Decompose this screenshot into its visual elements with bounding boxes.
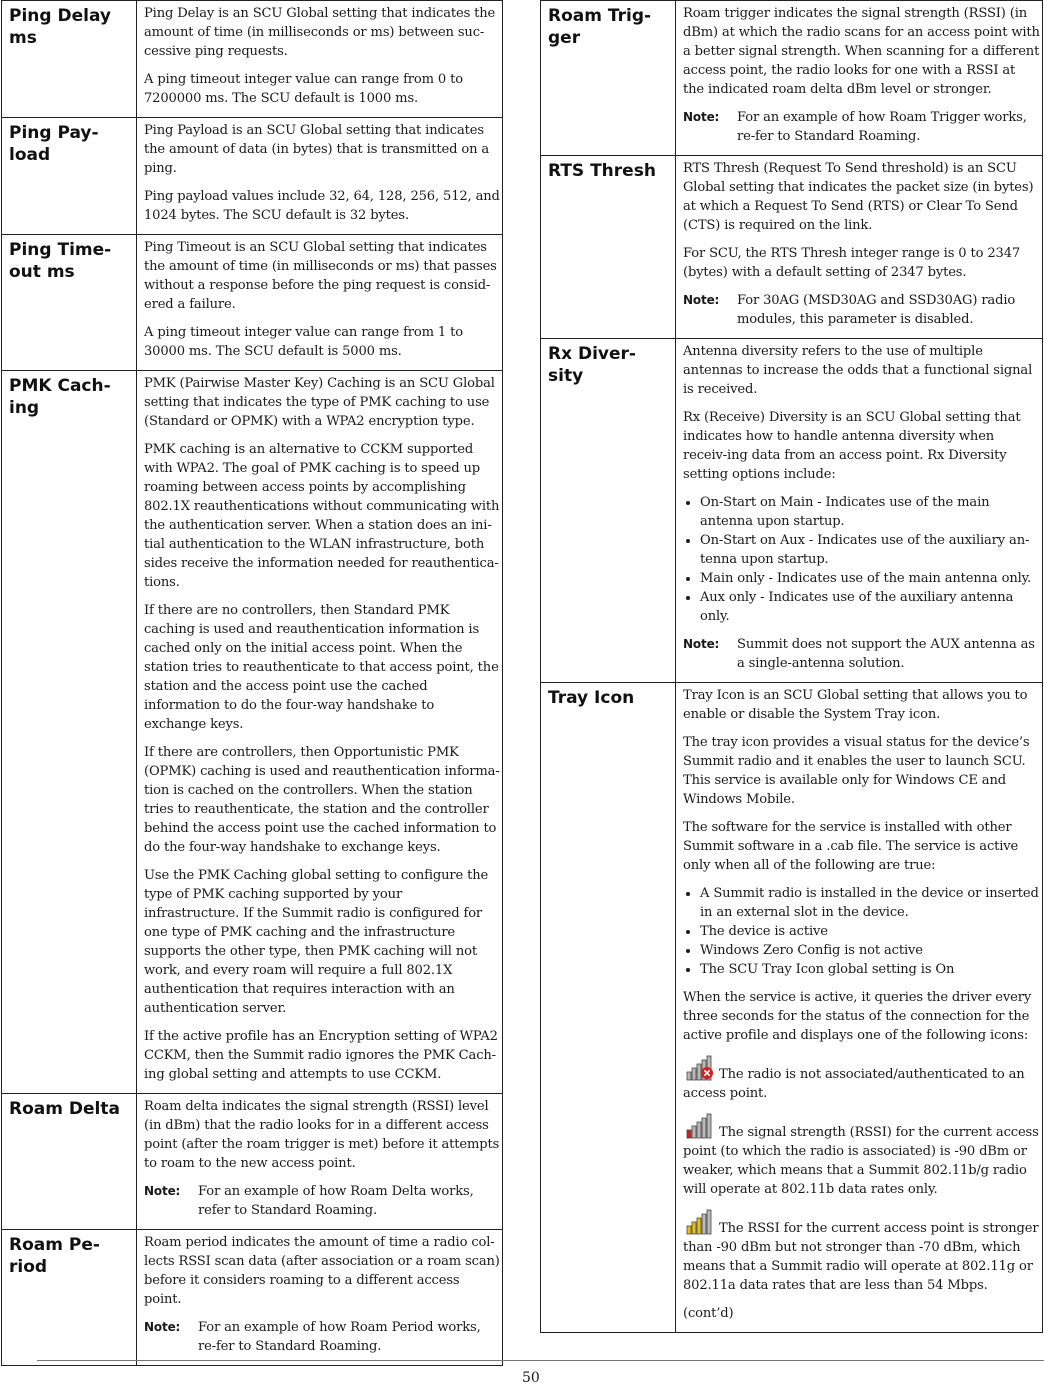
list-item: • Main only - Indicates use of the main antenna only.: [700, 569, 1040, 588]
setting-term: Roam Delta: [2, 1094, 137, 1230]
setting-row-rx-diver-sity: [541, 339, 1043, 683]
setting-description: [676, 1, 1043, 156]
description-paragraph: Ping Payload is an SCU Global setting that indicates the amount of data (in bytes) that is transmitted on a ping.: [144, 123, 490, 176]
setting-row-tray-icon: [541, 683, 1043, 1333]
setting-row-roam-delta: [2, 1094, 503, 1230]
note-text: For an example of how Roam Delta works, refer to Standard Roaming.: [198, 1184, 474, 1218]
bullet-list: [683, 884, 1040, 979]
note-label: Note:: [683, 637, 720, 651]
setting-row-rts-thresh: [541, 156, 1043, 339]
note: [144, 1318, 500, 1356]
description-paragraph: If there are controllers, then Opportunistic PMK (OPMK) caching is used and reauthentication informa-tion is cached on the controllers. When the station tries to reauthenticate, the station and the controller behind the access point use the cached information to do the four-way handshake to exchange keys.: [144, 745, 500, 855]
setting-description: [137, 371, 503, 1094]
description-paragraph: PMK (Pairwise Master Key) Caching is an SCU Global setting that indicates the type of PMK caching to use (Standard or OPMK) with a WPA2 encryption type.: [144, 376, 495, 429]
setting-row-roam-pe-riod: [2, 1230, 503, 1366]
description-paragraph: Use the PMK Caching global setting to configure the type of PMK caching supported by your infrastructure. If the Summit radio is configured for one type of PMK caching and the infrastructure supports the other type, then PMK caching will not work, and every roam will require a full 802.1X authentication that requires interaction with an authentication server.: [144, 868, 489, 1016]
setting-description: [676, 156, 1043, 339]
note-text: For an example of how Roam Period works, re-fer to Standard Roaming.: [198, 1320, 481, 1354]
note-text: For an example of how Roam Trigger works, re-fer to Standard Roaming.: [737, 110, 1027, 144]
description-paragraph: Antenna diversity refers to the use of multiple antennas to increase the odds that a functional signal is received.: [683, 344, 1033, 397]
note: [683, 108, 1040, 146]
description-paragraph: If there are no controllers, then Standard PMK caching is used and reauthentication information is cached only on the initial access point. When the station tries to reauthenticate to that access point, the station and the access point use the cached information to do the four-way handshake to exchange keys.: [144, 603, 499, 732]
description-paragraph: For SCU, the RTS Thresh integer range is 0 to 2347 (bytes) with a default setting of 2347 bytes.: [683, 246, 1021, 280]
description-paragraph: Ping Delay is an SCU Global setting that indicates the amount of time (in milliseconds or ms) between suc-cessive ping requests.: [144, 6, 496, 59]
icon-description-text: The signal strength (RSSI) for the current access point (to which the radio is associated) is -90 dBm or weaker, which means that a Summit 802.11b/g radio will operate at 802.11b data rates only.: [683, 1125, 1039, 1197]
note-text: For 30AG (MSD30AG and SSD30AG) radio modules, this parameter is disabled.: [737, 293, 1016, 327]
icon-description: [683, 1112, 1040, 1199]
description-paragraph: The software for the service is installed with other Summit software in a .cab file. The service is active only when all of the following are true:: [683, 820, 1019, 873]
list-item: • Windows Zero Config is not active: [700, 941, 1040, 960]
note-label: Note:: [683, 293, 720, 307]
setting-row-ping-delay-ms: [2, 1, 503, 118]
setting-row-ping-pay-load: [2, 118, 503, 235]
description-paragraph: (cont’d): [683, 1306, 734, 1321]
bullet-list: [683, 493, 1040, 626]
setting-term: Roam Pe-riod: [2, 1230, 137, 1366]
setting-term: Ping Time-out ms: [2, 235, 137, 371]
setting-description: [137, 118, 503, 235]
settings-table-left: [1, 0, 503, 1366]
signal-weak-icon: [685, 1112, 715, 1140]
description-paragraph: Tray Icon is an SCU Global setting that allows you to enable or disable the System Tray icon.: [683, 688, 1028, 722]
list-item: • On-Start on Main - Indicates use of the main antenna upon startup.: [700, 493, 1040, 531]
not-associated-icon: [685, 1054, 715, 1082]
setting-term: Rx Diver-sity: [541, 339, 676, 683]
list-item: • The device is active: [700, 922, 1040, 941]
setting-row-pmk-cach-ing: [2, 371, 503, 1094]
description-paragraph: A ping timeout integer value can range from 0 to 7200000 ms. The SCU default is 1000 ms.: [144, 72, 463, 106]
list-item: • Aux only - Indicates use of the auxiliary antenna only.: [700, 588, 1040, 626]
icon-description-text: The RSSI for the current access point is stronger than -90 dBm but not stronger than -70 dBm, which means that a Summit radio will operate at 802.11g or 802.11a data rates that are less than 54 Mbps.: [683, 1221, 1039, 1293]
icon-description: [683, 1208, 1040, 1295]
setting-description: [137, 1094, 503, 1230]
setting-term: RTS Thresh: [541, 156, 676, 339]
note: [683, 291, 1040, 329]
signal-medium-icon: [685, 1208, 715, 1236]
setting-row-ping-time-out-ms: [2, 235, 503, 371]
setting-description: [676, 683, 1043, 1333]
list-item: • On-Start on Aux - Indicates use of the auxiliary an-tenna upon startup.: [700, 531, 1040, 569]
setting-term: PMK Cach-ing: [2, 371, 137, 1094]
page-number: 50: [522, 1370, 540, 1386]
footer-divider: [37, 1360, 1044, 1361]
list-item: • The SCU Tray Icon global setting is On: [700, 960, 1040, 979]
description-paragraph: Roam delta indicates the signal strength (RSSI) level (in dBm) that the radio looks for in a different access point (after the roam trigger is met) before it attempts to roam to the new access point.: [144, 1099, 500, 1171]
description-paragraph: Roam trigger indicates the signal strength (RSSI) (in dBm) at which the radio scans for an access point with a better signal strength. When scanning for a different access point, the radio looks for one with a RSSI at the indicated roam delta dBm level or stronger.: [683, 6, 1040, 97]
left-column: [1, 0, 503, 1366]
note-text: Summit does not support the AUX antenna as a single-antenna solution.: [737, 637, 1035, 671]
list-item: • A Summit radio is installed in the device or inserted in an external slot in the device.: [700, 884, 1040, 922]
note: [683, 635, 1040, 673]
setting-description: [676, 339, 1043, 683]
setting-term: Tray Icon: [541, 683, 676, 1333]
description-paragraph: Ping payload values include 32, 64, 128, 256, 512, and 1024 bytes. The SCU default is 32 bytes.: [144, 189, 500, 223]
description-paragraph: The tray icon provides a visual status for the device’s Summit radio and it enables the user to launch SCU. This service is available only for Windows CE and Windows Mobile.: [683, 735, 1030, 807]
description-paragraph: When the service is active, it queries the driver every three seconds for the status of the connection for the active profile and displays one of the following icons:: [683, 990, 1032, 1043]
note-label: Note:: [144, 1184, 181, 1198]
setting-term: Ping Delay ms: [2, 1, 137, 118]
note-label: Note:: [683, 110, 720, 124]
description-paragraph: RTS Thresh (Request To Send threshold) is an SCU Global setting that indicates the packet size (in bytes) at which a Request To Send (RTS) or Clear To Send (CTS) is required on the link.: [683, 161, 1034, 233]
description-paragraph: Roam period indicates the amount of time a radio col-lects RSSI scan data (after association or a roam scan) before it considers roaming to a different access point.: [144, 1235, 500, 1307]
description-paragraph: If the active profile has an Encryption setting of WPA2 CCKM, then the Summit radio ignores the PMK Cach-ing global setting and attempts to use CCKM.: [144, 1029, 498, 1082]
setting-row-roam-trig-ger: [541, 1, 1043, 156]
setting-term: Ping Pay-load: [2, 118, 137, 235]
setting-description: [137, 1, 503, 118]
description-paragraph: PMK caching is an alternative to CCKM supported with WPA2. The goal of PMK caching is to speed up roaming between access points by accomplishing 802.1X reauthentications without communicating with the authentication server. When a station does an ini-tial authentication to the WLAN infrastructure, both sides receive the information needed for reauthentica-tions.: [144, 442, 500, 590]
settings-table-right: [540, 0, 1043, 1333]
description-paragraph: Rx (Receive) Diversity is an SCU Global setting that indicates how to handle antenna diversity when receiv-ing data from an access point. Rx Diversity setting options include:: [683, 410, 1021, 482]
setting-description: [137, 1230, 503, 1366]
right-column: [540, 0, 1043, 1333]
note-label: Note:: [144, 1320, 181, 1334]
setting-description: [137, 235, 503, 371]
icon-description: [683, 1054, 1040, 1103]
description-paragraph: A ping timeout integer value can range from 1 to 30000 ms. The SCU default is 5000 ms.: [144, 325, 463, 359]
setting-term: Roam Trig-ger: [541, 1, 676, 156]
icon-description-text: The radio is not associated/authenticated to an access point.: [683, 1067, 1025, 1101]
description-paragraph: Ping Timeout is an SCU Global setting that indicates the amount of time (in milliseconds or ms) that passes without a response before the ping request is consid-ered a failure.: [144, 240, 497, 312]
note: [144, 1182, 500, 1220]
